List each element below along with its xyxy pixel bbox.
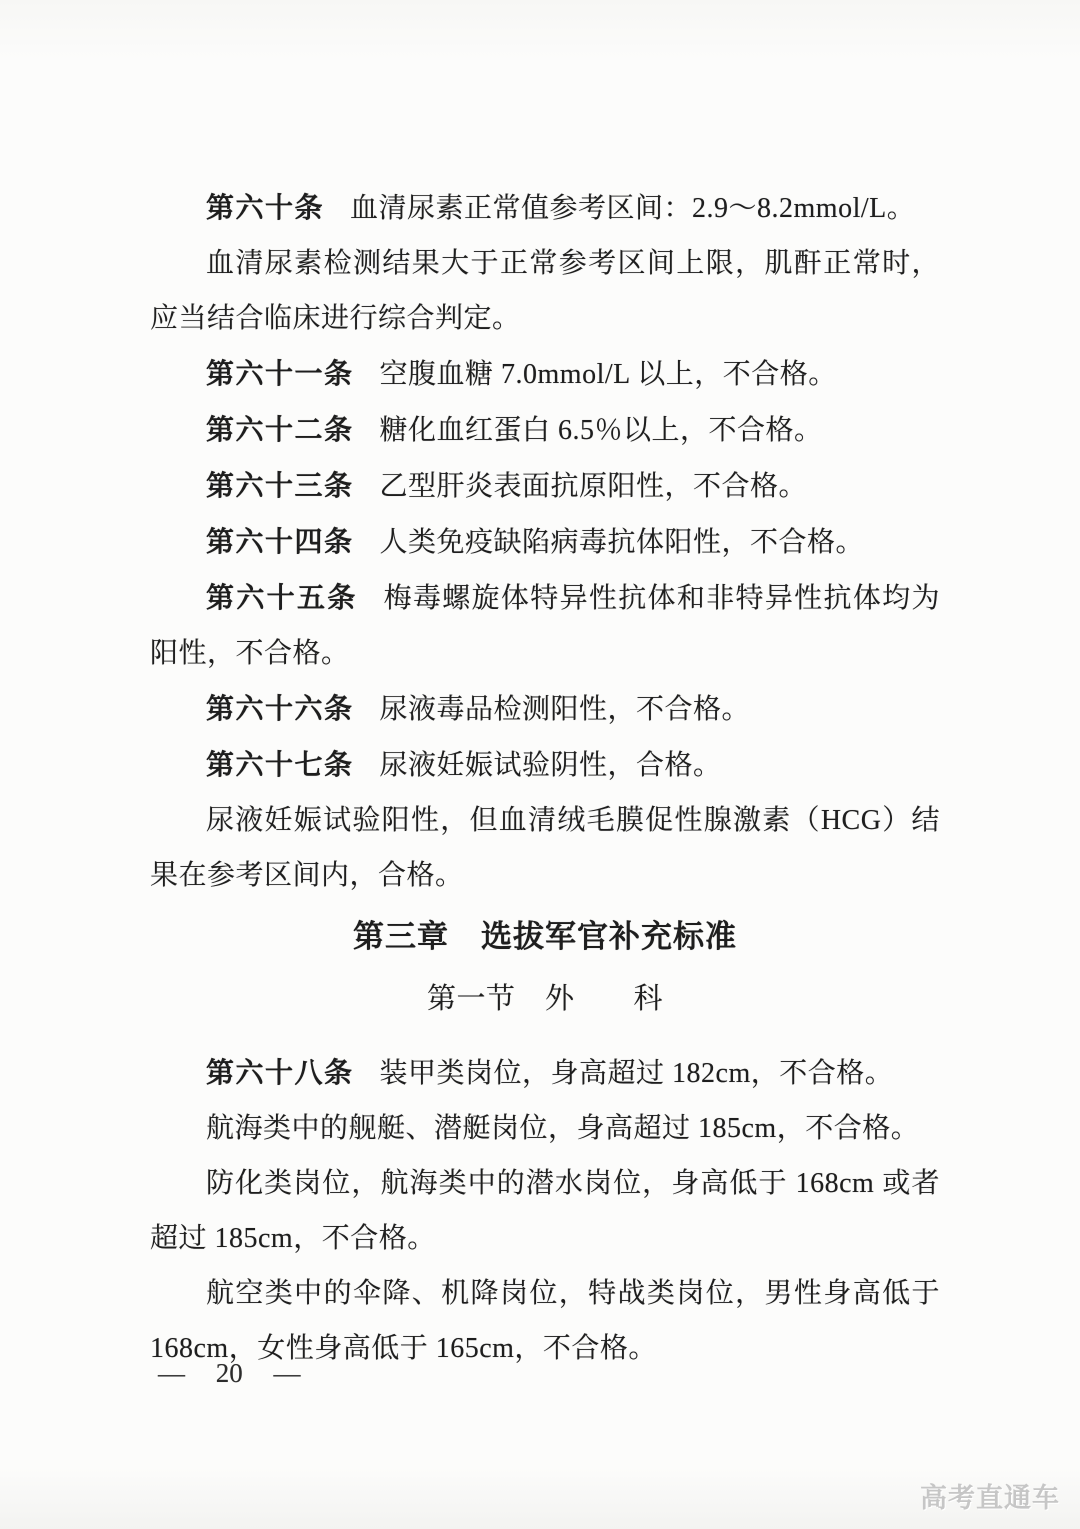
chapter-heading: 第三章 选拔军官补充标准 <box>353 919 737 954</box>
article-paragraph <box>150 681 940 737</box>
paragraph-text: 人类免疫缺陷病毒抗体阳性，不合格。 <box>379 527 865 558</box>
footer-dash-right: — <box>273 1358 301 1388</box>
article-paragraph <box>150 180 940 236</box>
page-number: 20 <box>215 1358 243 1388</box>
article-paragraph <box>150 1045 940 1101</box>
article-paragraph <box>150 514 940 570</box>
article-label: 第六十条 <box>206 192 325 223</box>
article-label: 第六十八条 <box>206 1057 354 1088</box>
article-paragraph <box>150 570 940 681</box>
article-label: 第六十六条 <box>206 693 354 724</box>
body-paragraph: 防化类岗位，航海类中的潜水岗位，身高低于 168cm 或者超过 185cm，不合格。 <box>150 1168 940 1254</box>
article-label: 第六十一条 <box>206 358 354 389</box>
document-content <box>150 180 940 1376</box>
body-paragraph: 血清尿素检测结果大于正常参考区间上限，肌酐正常时，应当结合临床进行综合判定。 <box>150 248 940 334</box>
body-paragraph: 航海类中的舰艇、潜艇岗位，身高超过 185cm，不合格。 <box>206 1113 920 1144</box>
article-label: 第六十七条 <box>206 749 354 780</box>
watermark: 高考直通车 <box>920 1483 1060 1513</box>
paragraph-text: 装甲类岗位，身高超过 182cm，不合格。 <box>379 1058 894 1089</box>
footer-dash-left: — <box>158 1358 185 1388</box>
paragraph-text: 尿液妊娠试验阴性，合格。 <box>379 750 722 781</box>
body-paragraph: 尿液妊娠试验阳性，但血清绒毛膜促性腺激素（HCG）结果在参考区间内，合格。 <box>150 805 940 891</box>
article-paragraph <box>150 737 940 793</box>
paragraph-text: 尿液毒品检测阳性，不合格。 <box>379 694 751 725</box>
article-label: 第六十五条 <box>206 582 358 613</box>
body-paragraph: 航空类中的伞降、机降岗位，特战类岗位，男性身高低于 168cm，女性身高低于 165cm，不合格。 <box>150 1278 940 1364</box>
article-label: 第六十二条 <box>206 414 354 445</box>
article-label: 第六十三条 <box>206 470 354 501</box>
paragraph-text: 空腹血糖 7.0mmol/L 以上，不合格。 <box>379 359 837 390</box>
article-paragraph <box>150 346 940 402</box>
paragraph-text: 血清尿素正常值参考区间：2.9～8.2mmol/L。 <box>350 193 916 224</box>
article-paragraph <box>150 402 940 458</box>
section-heading: 第一节 外 科 <box>426 983 663 1015</box>
article-paragraph <box>150 458 940 514</box>
paragraph-text: 梅毒螺旋体特异性抗体和非特异性抗体均为阳性，不合格。 <box>150 583 940 669</box>
paragraph-text: 乙型肝炎表面抗原阳性，不合格。 <box>379 471 808 502</box>
paragraph-text: 糖化血红蛋白 6.5％以上，不合格。 <box>379 415 823 446</box>
page-footer <box>158 1353 301 1393</box>
article-label: 第六十四条 <box>206 526 354 557</box>
